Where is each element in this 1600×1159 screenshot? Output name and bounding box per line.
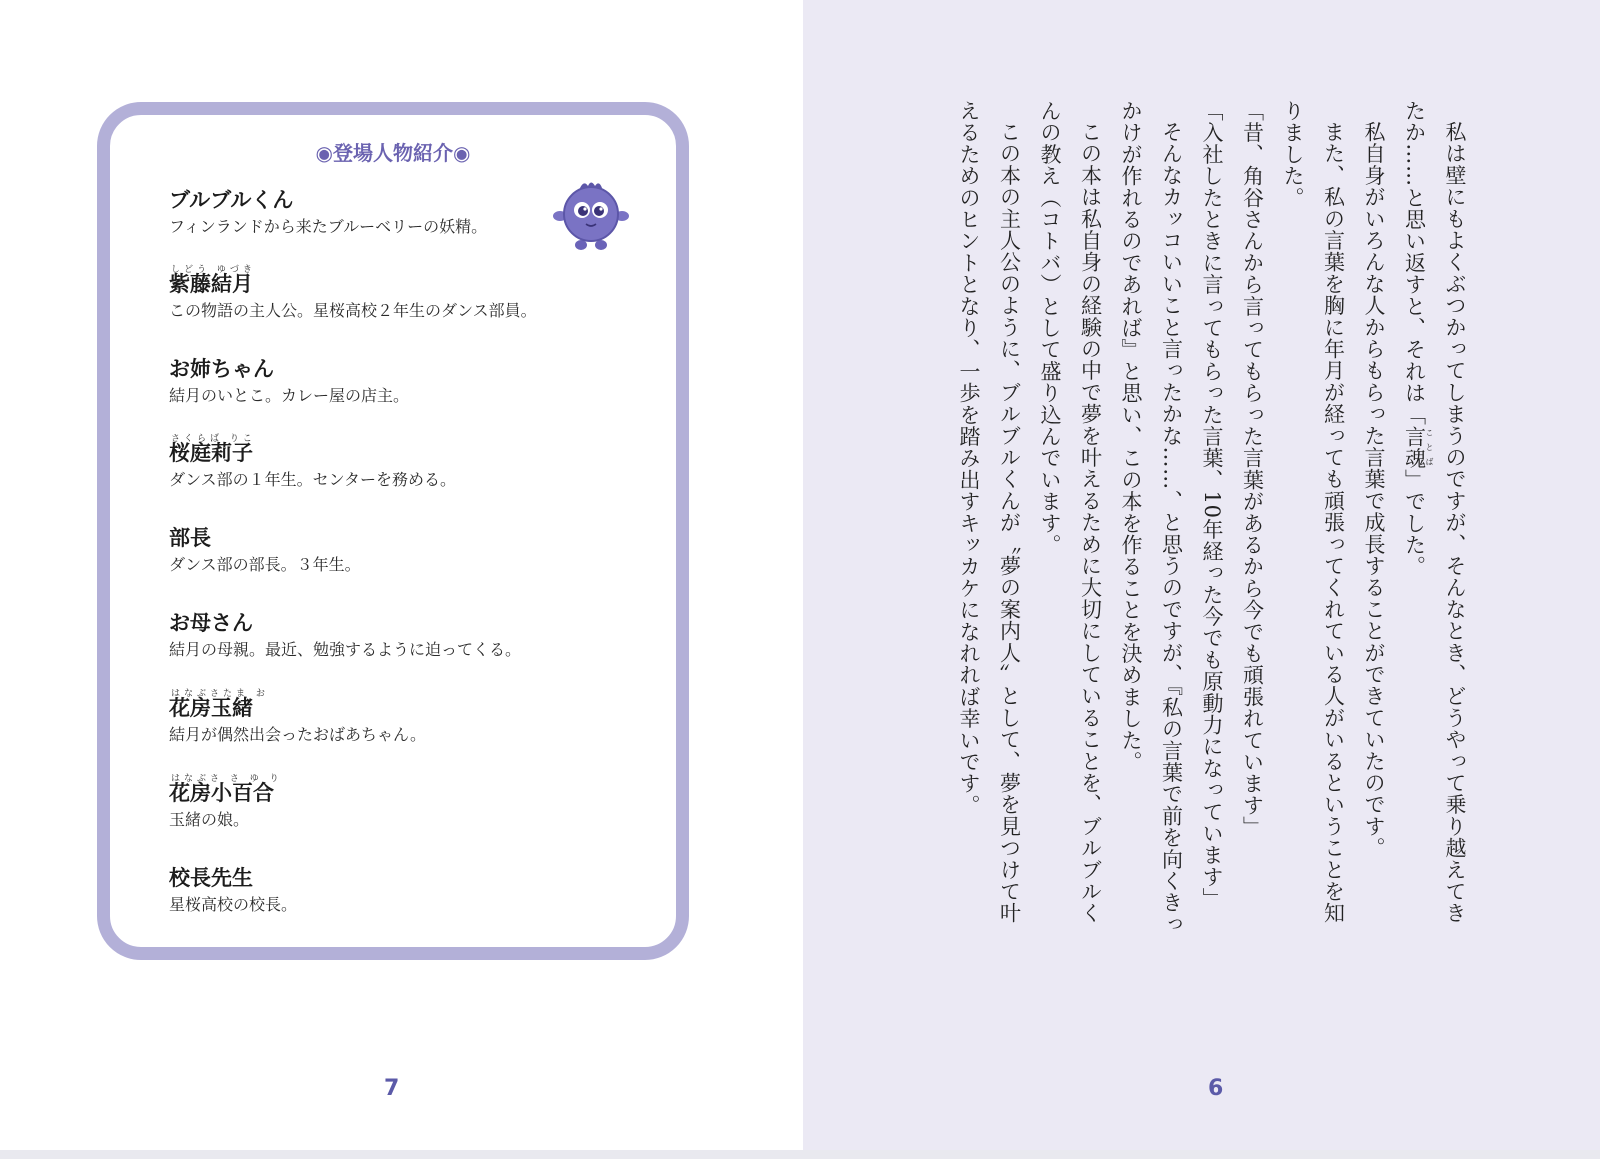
paragraph: 私自身がいろんな人からもらった言葉で成長することができていたのです。 xyxy=(1362,121,1386,859)
body-text-vertical xyxy=(905,100,1475,940)
quote: 「入社したときに言ってもらった言葉、10年経った今でも原動力になっています」 xyxy=(1200,100,1224,910)
character-entry xyxy=(169,689,649,746)
character-name-ruby: しどう ゆづき xyxy=(171,265,256,275)
quote: 「昔、角谷さんから言ってもらった言葉があるから今でも頑張れています」 xyxy=(1240,100,1265,838)
character-description: 結月が偶然出会ったおばあちゃん。 xyxy=(169,725,426,744)
character-name: しどう ゆづき 紫藤結月 xyxy=(169,271,649,297)
character-name: 校長先生 xyxy=(169,866,253,890)
character-entry xyxy=(169,525,649,576)
paragraph: この本の主人公のように、ブルブルくんが〝夢の案内人〟として、夢を見つけて叶えるためのヒントとなり、一歩を踏み出すキッカケになれれば幸いです。 xyxy=(957,100,1022,924)
character-intro-card xyxy=(97,102,689,960)
character-name: 部長 xyxy=(169,526,211,550)
page-number: 6 xyxy=(1208,1076,1224,1101)
character-entry xyxy=(169,865,649,916)
character-name: ブルブルくん xyxy=(169,188,294,212)
character-name: お母さん xyxy=(169,611,253,635)
character-description: 玉緒の娘。 xyxy=(169,810,250,829)
paragraph: そんなカッコいいこと言ったかな……、と思うのですが、『私の言葉で前を向くきっかけが作れるのであれば』と思い、この本を作ることを決めました。 xyxy=(1119,100,1184,936)
character-name-ruby: はなぶさたま お xyxy=(171,689,269,699)
character-description: フィンランドから来たブルーベリーの妖精。 xyxy=(169,217,488,236)
character-entry xyxy=(169,265,649,322)
character-description: ダンス部の１年生。センターを務める。 xyxy=(169,470,457,489)
character-description: 結月のいとこ。カレー屋の店主。 xyxy=(169,386,410,405)
paragraph: また、私の言葉を胸に年月が経っても頑張ってくれている人がいるということを知りました。 xyxy=(1281,100,1346,924)
character-description: 星桜高校の校長。 xyxy=(169,895,298,914)
character-description: この物語の主人公。星桜高校２年生のダンス部員。 xyxy=(169,301,537,320)
character-description: 結月の母親。最近、勉強するように迫ってくる。 xyxy=(169,640,522,659)
paragraph: 私は壁にもよくぶつかってしまうのですが、そんなとき、どうやって乗り越えてきたか……と思い返すと、それは「言魂ことば」でした。 xyxy=(1402,100,1467,924)
character-description: ダンス部の部長。３年生。 xyxy=(169,555,361,574)
paragraph: この本は私自身の経験の中で夢を叶えるために大切にしていることを、ブルブルくんの教え（コトバ）として盛り込んでいます。 xyxy=(1038,100,1103,924)
ruby-word: 言魂ことば xyxy=(1402,425,1434,469)
character-name: はなぶさ さ ゆ り 花房小百合 xyxy=(169,780,649,806)
card-title: ◉登場人物紹介◉ xyxy=(315,141,471,165)
character-name: はなぶさたま お 花房玉緒 xyxy=(169,695,649,721)
character-entry xyxy=(169,774,649,831)
character-entry xyxy=(169,434,649,491)
blueberry-fairy-icon xyxy=(550,178,632,254)
character-name-ruby: さくらば りこ xyxy=(171,434,256,444)
character-name-ruby: はなぶさ さ ゆ り xyxy=(171,774,283,784)
bottom-edge xyxy=(0,1150,1600,1159)
page-number: 7 xyxy=(384,1076,400,1101)
character-name: さくらば りこ 桜庭莉子 xyxy=(169,440,649,466)
character-entry xyxy=(169,356,649,407)
character-name: お姉ちゃん xyxy=(169,357,274,381)
character-entry xyxy=(169,610,649,661)
